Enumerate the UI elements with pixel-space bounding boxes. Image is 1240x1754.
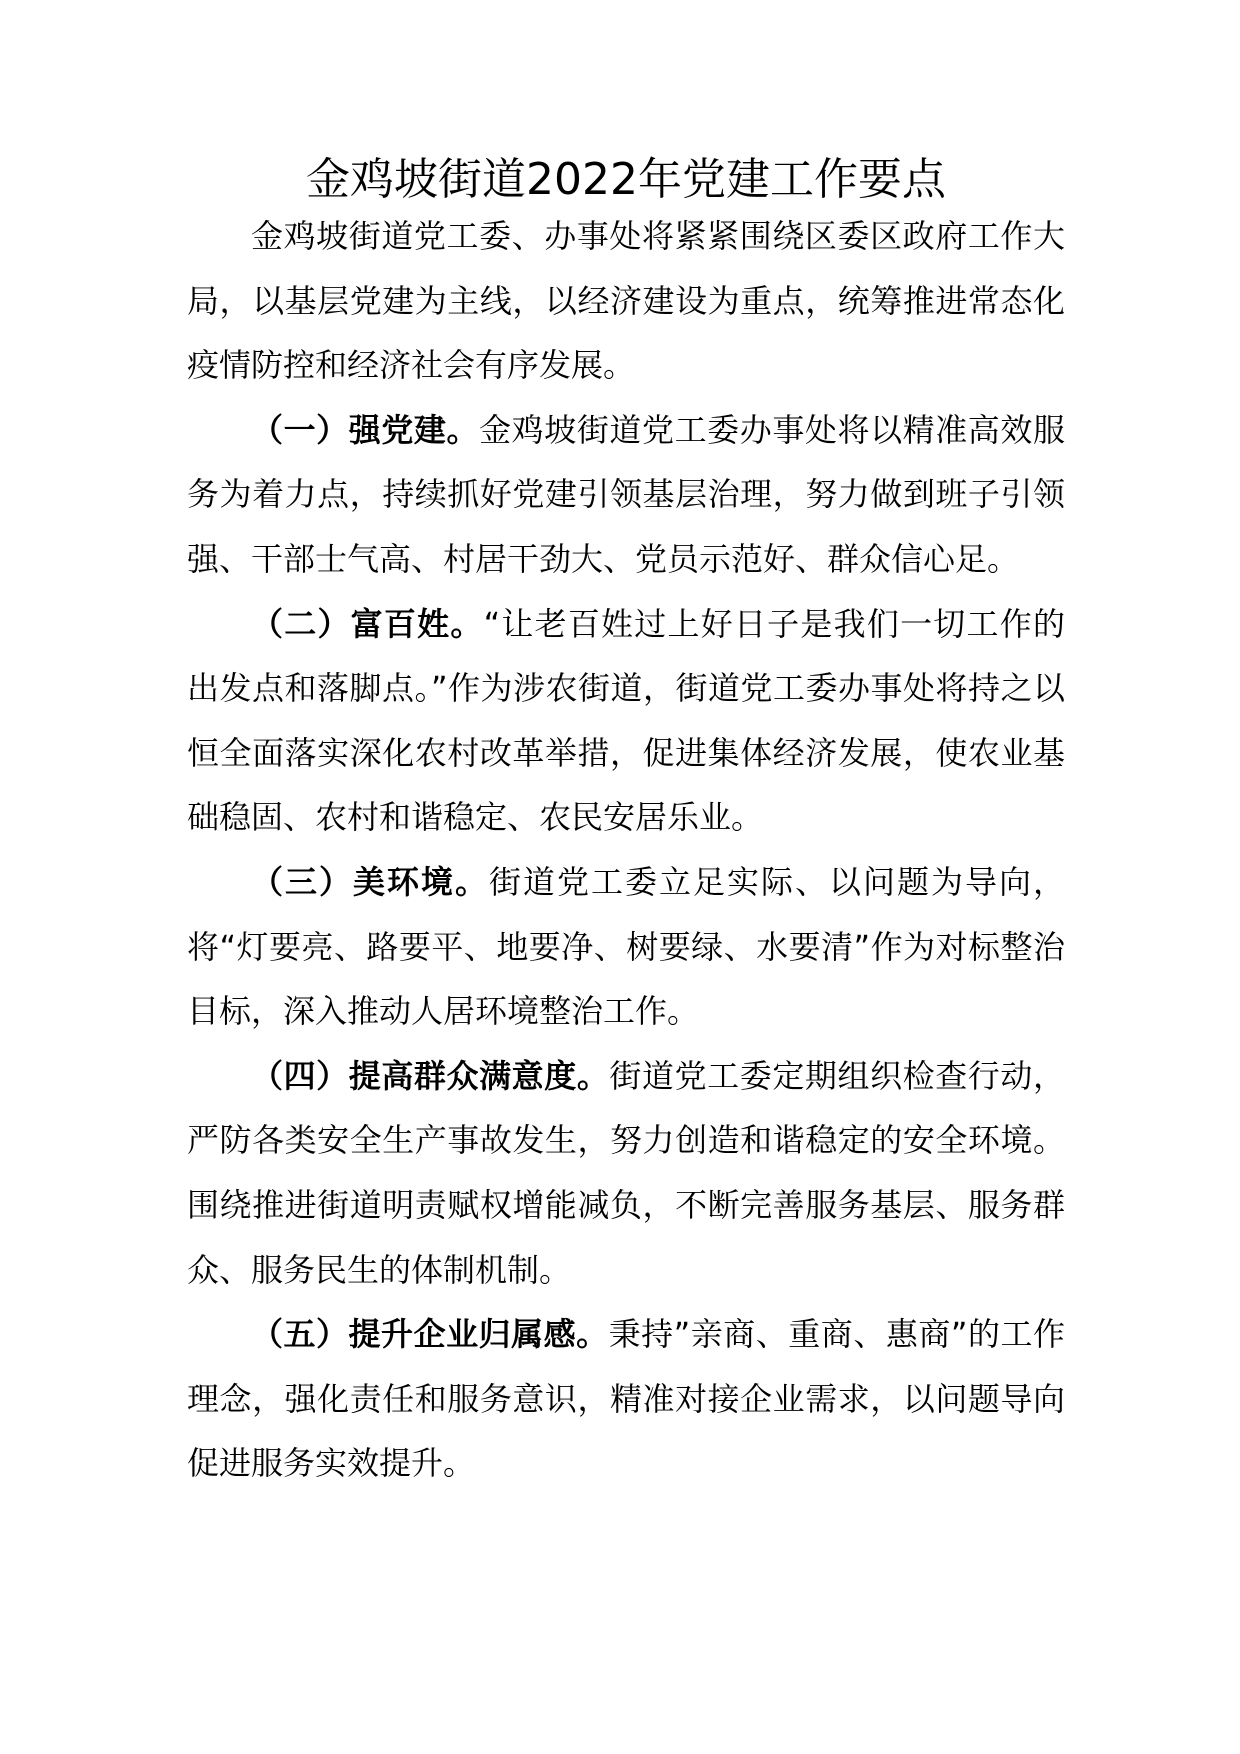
document-title: 金鸡坡街道2022年党建工作要点 (306, 154, 946, 205)
section-1-paragraph (187, 398, 1065, 592)
section-5-body: 秉持”亲商、重商、惠商”的工作理念，强化责任和服务意识，精准对接企业需求，以问题导向促进服务实效提升。 (187, 1315, 1065, 1483)
section-1-body: 金鸡坡街道党工委办事处将以精准高效服务为着力点，持续抓好党建引领基层治理，努力做到班子引领强、干部士气高、村居干劲大、党员示范好、群众信心足。 (187, 410, 1065, 578)
section-3-body: 街道党工委立足实际、以问题为导向，将“灯要亮、路要平、地要净、树要绿、水要清”作为对标整治目标，深入推动人居环境整治工作。 (187, 862, 1065, 1031)
document-page (187, 154, 1065, 1496)
section-3-heading: （三）美环境。 (251, 862, 489, 901)
section-2-heading: （二）富百姓。 (251, 604, 484, 643)
section-2-body: “让老百姓过上好日子是我们一切工作的出发点和落脚点。”作为涉农街道，街道党工委办事处将持之以恒全面落实深化农村改革举措，促进集体经济发展，使农业基础稳固、农村和谐稳定、农民安居乐业。 (187, 604, 1065, 837)
section-1-heading: （一）强党建。 (251, 410, 480, 449)
section-4-heading: （四）提高群众满意度。 (251, 1056, 610, 1095)
section-2-paragraph (187, 592, 1065, 850)
section-5-heading: （五）提升企业归属感。 (251, 1315, 609, 1354)
section-3-paragraph (187, 850, 1065, 1044)
intro-paragraph: 金鸡坡街道党工委、办事处将紧紧围绕区委区政府工作大局，以基层党建为主线，以经济建设为重点，统筹推进常态化疫情防控和经济社会有序发展。 (187, 217, 1065, 385)
section-4-paragraph (187, 1044, 1065, 1302)
section-5-paragraph (187, 1302, 1065, 1496)
section-4-body: 街道党工委定期组织检查行动，严防各类安全生产事故发生，努力创造和谐稳定的安全环境。围绕推进街道明责赋权增能减负，不断完善服务基层、服务群众、服务民生的体制机制。 (187, 1056, 1065, 1289)
